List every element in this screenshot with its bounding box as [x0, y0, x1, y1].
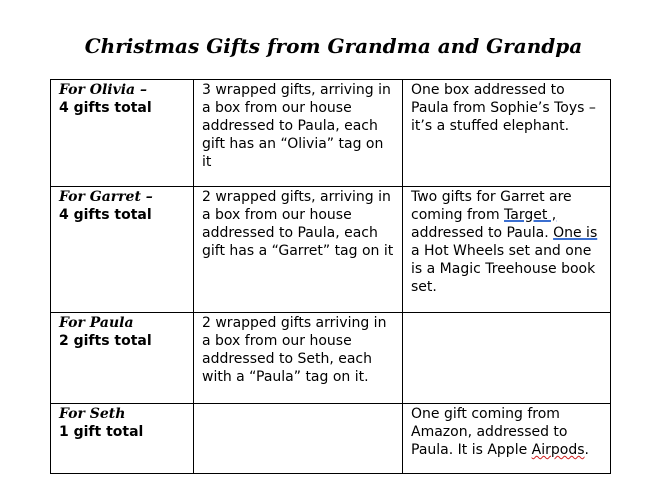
table-row-seth	[51, 404, 611, 474]
recipient-name: For Paula	[59, 315, 134, 331]
other-gifts-cell	[403, 313, 611, 404]
other-gifts-cell	[403, 404, 611, 474]
text-segment: a Hot Wheels set and one is a Magic Treehouse book set.	[411, 243, 596, 295]
from-house-cell	[194, 404, 403, 474]
text-segment: addressed to Paula.	[411, 225, 554, 241]
gift-count: 4 gifts total	[59, 100, 152, 116]
recipient-cell	[51, 404, 194, 474]
table-row-paula	[51, 313, 611, 404]
grammar-hint-target[interactable]: Target ,	[504, 207, 557, 223]
recipient-name: For Olivia –	[59, 82, 147, 98]
gift-count: 4 gifts total	[59, 207, 152, 223]
recipient-name: For Seth	[59, 406, 126, 422]
from-house-cell	[194, 80, 403, 187]
text-segment: .	[584, 442, 589, 458]
other-gifts-description	[411, 188, 603, 296]
from-house-description: 2 wrapped gifts arriving in a box from our house addressed to Seth, each with a “Paula” tag on it.	[202, 315, 387, 385]
recipient-cell	[51, 187, 194, 313]
recipient-cell	[51, 313, 194, 404]
gift-count: 2 gifts total	[59, 333, 152, 349]
text-segment: One gift coming from Amazon, addressed to Paula. It is Apple	[411, 406, 568, 458]
other-gifts-cell	[403, 187, 611, 313]
gifts-table	[50, 79, 611, 474]
table-row-olivia	[51, 80, 611, 187]
document-title: Christmas Gifts from Grandma and Grandpa	[84, 34, 583, 58]
spellcheck-word-airpods[interactable]: Airpods	[531, 442, 585, 458]
recipient-name: For Garret –	[59, 189, 153, 205]
other-gifts-description: One box addressed to Paula from Sophie’s Toys – it’s a stuffed elephant.	[411, 82, 596, 134]
from-house-cell	[194, 313, 403, 404]
text-segment: Two gifts for Garret are coming from	[411, 189, 572, 223]
recipient-cell	[51, 80, 194, 187]
gift-count: 1 gift total	[59, 424, 144, 440]
from-house-description: 2 wrapped gifts, arriving in a box from our house addressed to Paula, each gift has a “Garret” tag on it	[202, 189, 394, 259]
table-row-garret	[51, 187, 611, 313]
grammar-hint-one-is[interactable]: One is	[553, 225, 598, 241]
other-gifts-description	[411, 405, 603, 459]
from-house-cell	[194, 187, 403, 313]
from-house-description: 3 wrapped gifts, arriving in a box from our house addressed to Paula, each gift has an “Olivia” tag on it	[202, 82, 391, 170]
other-gifts-cell	[403, 80, 611, 187]
